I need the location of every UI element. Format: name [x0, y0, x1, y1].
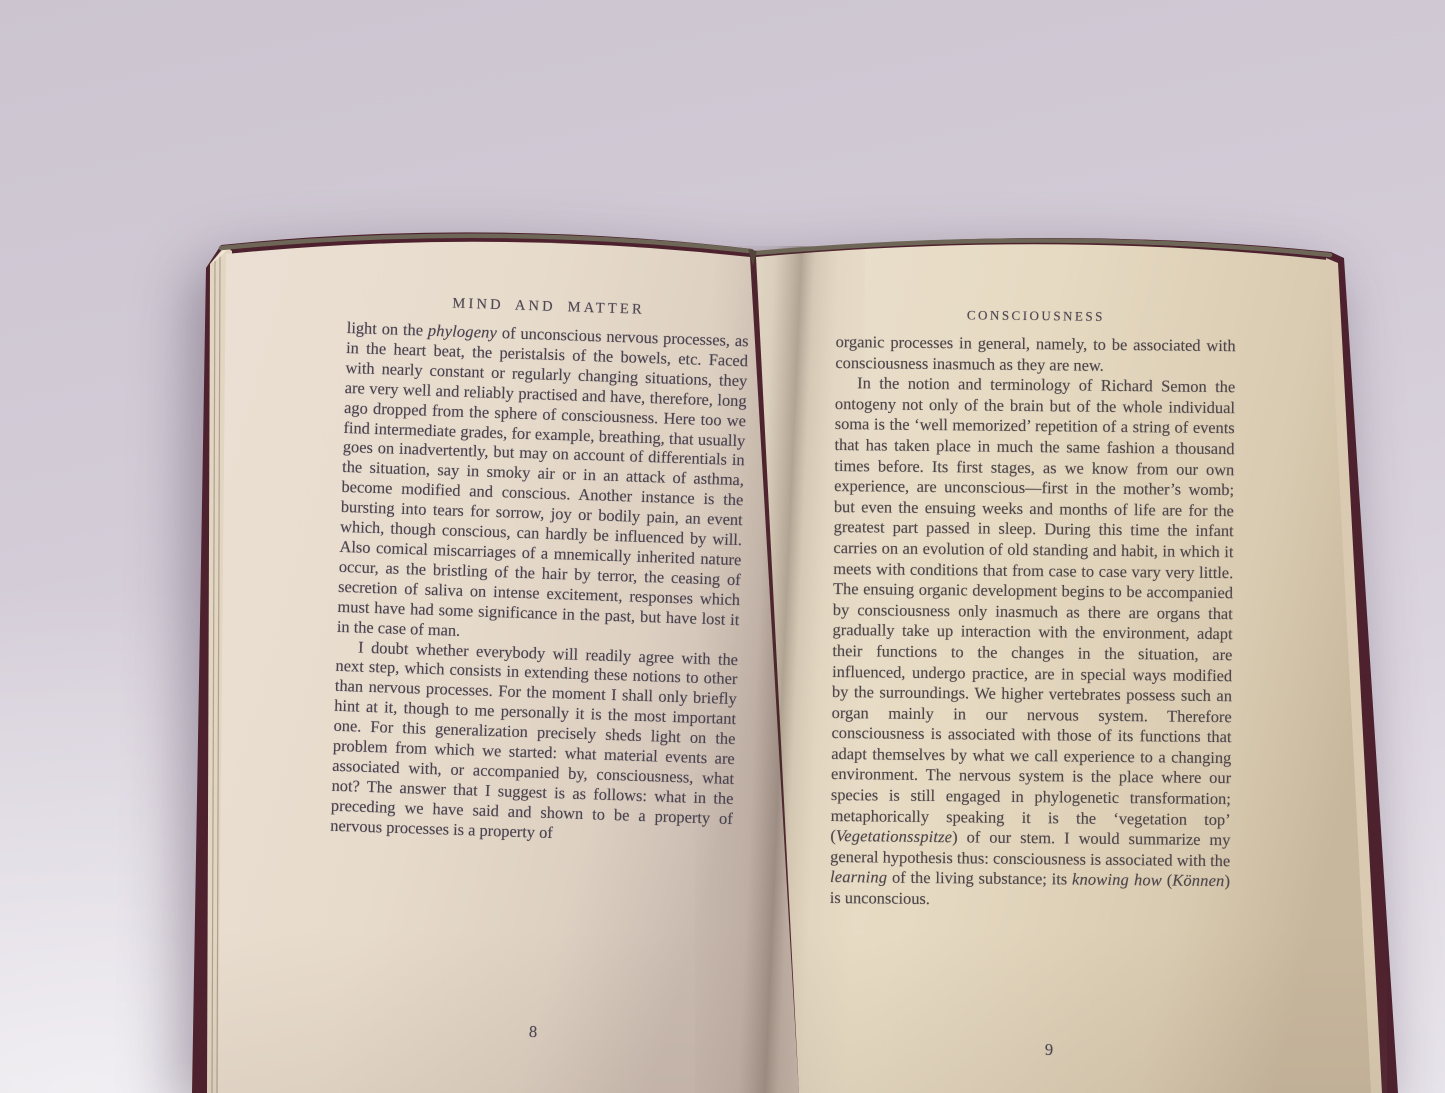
right-page-number: 9 — [1044, 1040, 1054, 1059]
right-running-head: CONSCIOUSNESS — [966, 307, 1105, 324]
left-page-content — [330, 292, 750, 849]
left-page-body — [330, 318, 749, 849]
left-running-head: MIND AND MATTER — [452, 295, 646, 318]
page-bottom-shading — [207, 930, 1387, 1093]
paragraph: I doubt whether everybody will readily agree with the next step, which consists in extending these notions to other than nervous processes. For the moment I shall only briefly hint at it, though to me personally it is the most important one. For this generalization precisely sheds light on the problem from which we started: what material events are associated with, or accompanied by, consciousness, what not? The answer that I suggest is as follows: what in the preceding we have said and shown to be a property of nervous processes is a property of — [330, 637, 739, 842]
right-page-content — [830, 306, 1236, 913]
paragraph: organic processes in general, namely, to be associated with consciousness inasmuch as they are new. — [835, 331, 1236, 375]
left-page-number: 8 — [528, 1021, 538, 1042]
paragraph: light on the phylogeny of unconscious nervous processes, as in the heart beat, the peristalsis of the bowels, etc. Faced with nearly constant or regularly changing situations, they are very well and reliably practised and have, therefore, long ago dropped from the sphere of consciousness. Here too we find intermediate grades, for example, breathing, that usually goes on inadvertently, but may on account of differentials in the situation, say in smoky air or in an attack of asthma, become modified and conscious. Another instance is the bursting into tears for sorrow, joy or bodily pain, an event which, though conscious, can hardly be influenced by will. Also comical miscarriages of a mnemically inherited nature occur, as the bristling of the hair by terror, the ceasing of secretion of saliva on intense excitement, responses which must have had some significance in the past, but have lost it in the case of man. — [336, 317, 749, 640]
paragraph: In the notion and terminology of Richard Semon the ontogeny not only of the brain but of the whole individual soma is the ‘well memorized’ repetition of a string of events that has taken place in much the same fashion a thousand times before. Its first stages, as we know from our own experience, are unconscious—first in the mother’s womb; but even the ensuing weeks and months of life are for the greatest part passed in sleep. During this time the infant carries on an evolution of old standing and habit, in which it meets with conditions that from case to case vary very little. The ensuing organic development begins to be accompanied by consciousness only inasmuch as there are organs that gradually take up interaction with the environment, adapt their functions to the changes in the situation, are influenced, undergo practice, are in special ways modified by the surroundings. We higher vertebrates possess such an organ mainly in our nervous system. Therefore consciousness is associated with those of its functions that adapt themselves by what we call experience to a changing environment. The nervous system is the place where our species is still engaged in phylogenetic transformation; metaphorically speaking it is the ‘vegetation top’ (Vegetationsspitze) of our stem. I would summarize my general hypothesis thus: consciousness is associated with the learning of the living substance; its knowing how (Können) is unconscious. — [829, 373, 1236, 909]
right-page-body — [830, 332, 1236, 913]
